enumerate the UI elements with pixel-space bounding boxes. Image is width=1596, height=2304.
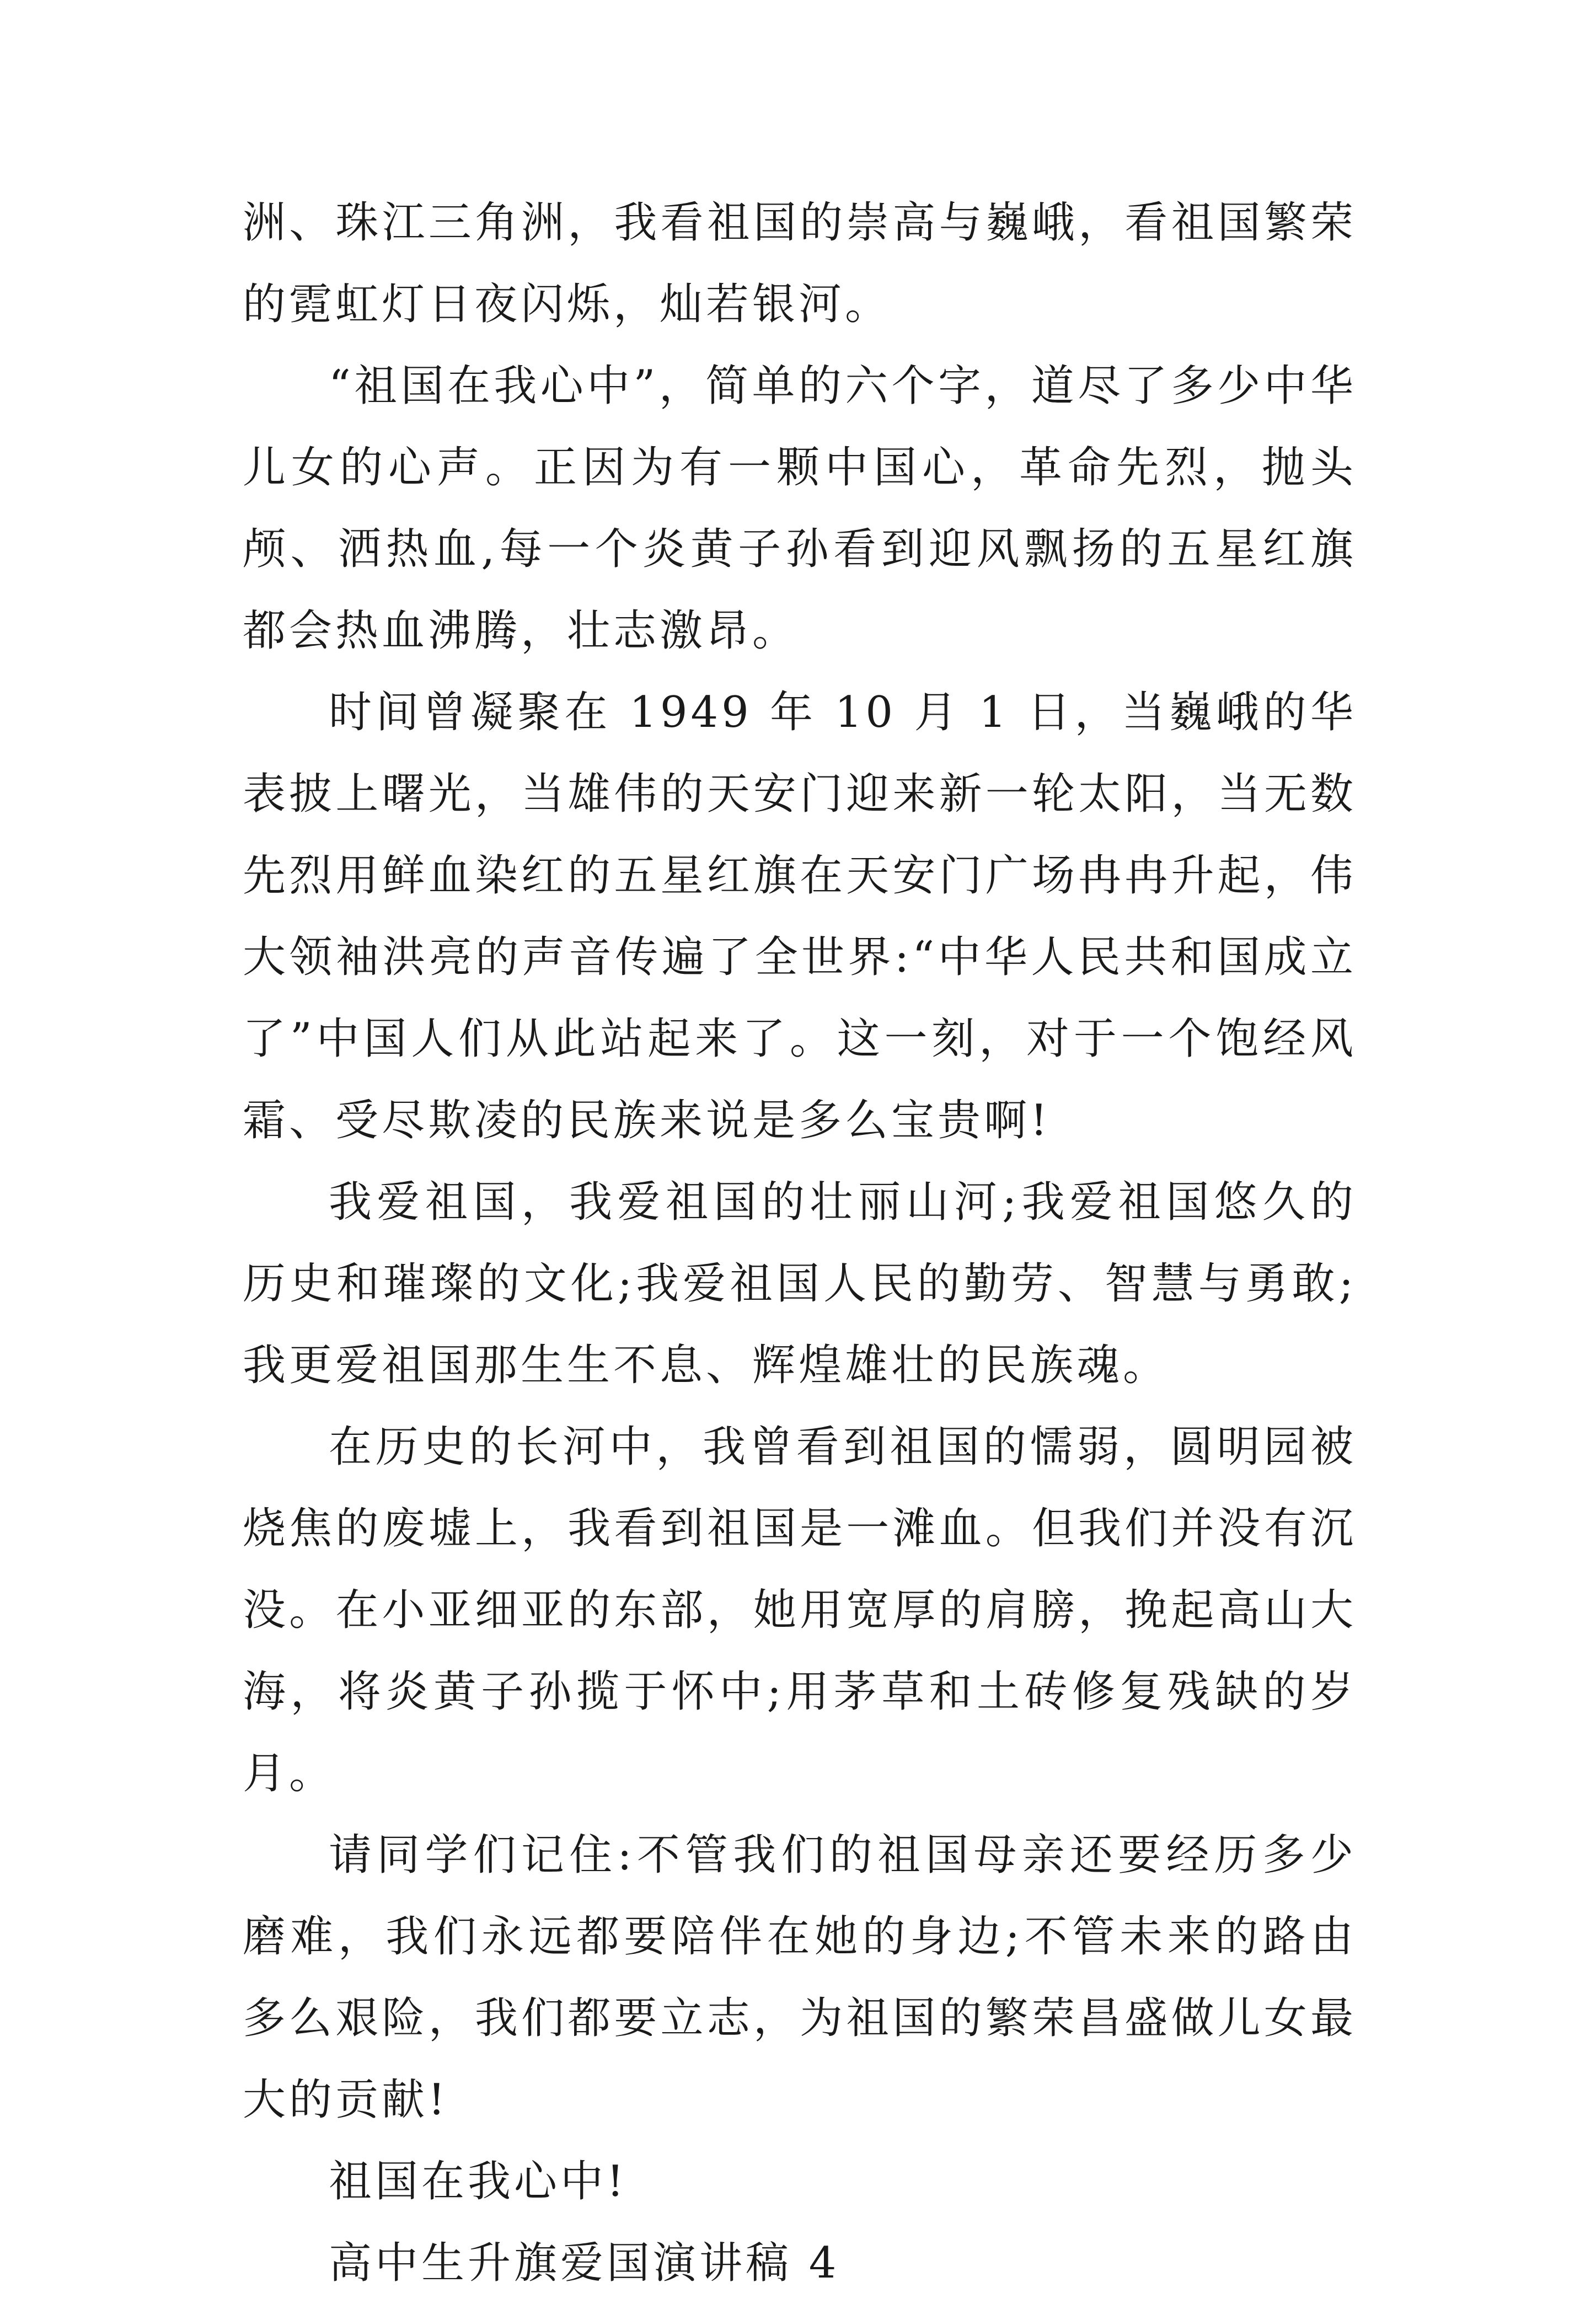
paragraph-6: 请同学们记住:不管我们的祖国母亲还要经历多少磨难，我们永远都要陪伴在她的身边;不管未来的路由多么艰险，我们都要立志，为祖国的繁荣昌盛做儿女最大的贡献!	[243, 1830, 1357, 2125]
paragraph-4: 我爱祖国，我爱祖国的壮丽山河;我爱祖国悠久的历史和璀璨的文化;我爱祖国人民的勤劳、智慧与勇敢;我更爱祖国那生生不息、辉煌雄壮的民族魂。	[243, 1177, 1357, 1390]
document-body	[243, 182, 1357, 2304]
section-heading: 高中生升旗爱国演讲稿 4	[329, 2238, 840, 2288]
paragraph-5: 在历史的长河中，我曾看到祖国的懦弱，圆明园被烧焦的废墟上，我看到祖国是一滩血。但我们并没有沉没。在小亚细亚的东部，她用宽厚的肩膀，挽起高山大海，将炎黄子孙揽于怀中;用茅草和土砖修复残缺的岁月。	[243, 1422, 1357, 1798]
paragraph-7: 祖国在我心中!	[329, 2157, 628, 2206]
paragraph-3: 时间曾凝聚在 1949 年 10 月 1 日，当巍峨的华表披上曙光，当雄伟的天安门迎来新一轮太阳，当无数先烈用鲜血染红的五星红旗在天安门广场冉冉升起，伟大领袖洪亮的声音传遍了全世界:“中华人民共和国成立了”中国人们从此站起来了。这一刻，对于一个饱经风霜、受尽欺凌的民族来说是多么宝贵啊!	[243, 688, 1357, 1145]
paragraph-1: 洲、珠江三角洲，我看祖国的崇高与巍峨，看祖国繁荣的霓虹灯日夜闪烁，灿若银河。	[243, 198, 1357, 329]
paragraph-2: “祖国在我心中”，简单的六个字，道尽了多少中华儿女的心声。正因为有一颗中国心，革命先烈，抛头颅、洒热血,每一个炎黄子孙看到迎风飘扬的五星红旗都会热血沸腾，壮志激昂。	[243, 361, 1357, 656]
